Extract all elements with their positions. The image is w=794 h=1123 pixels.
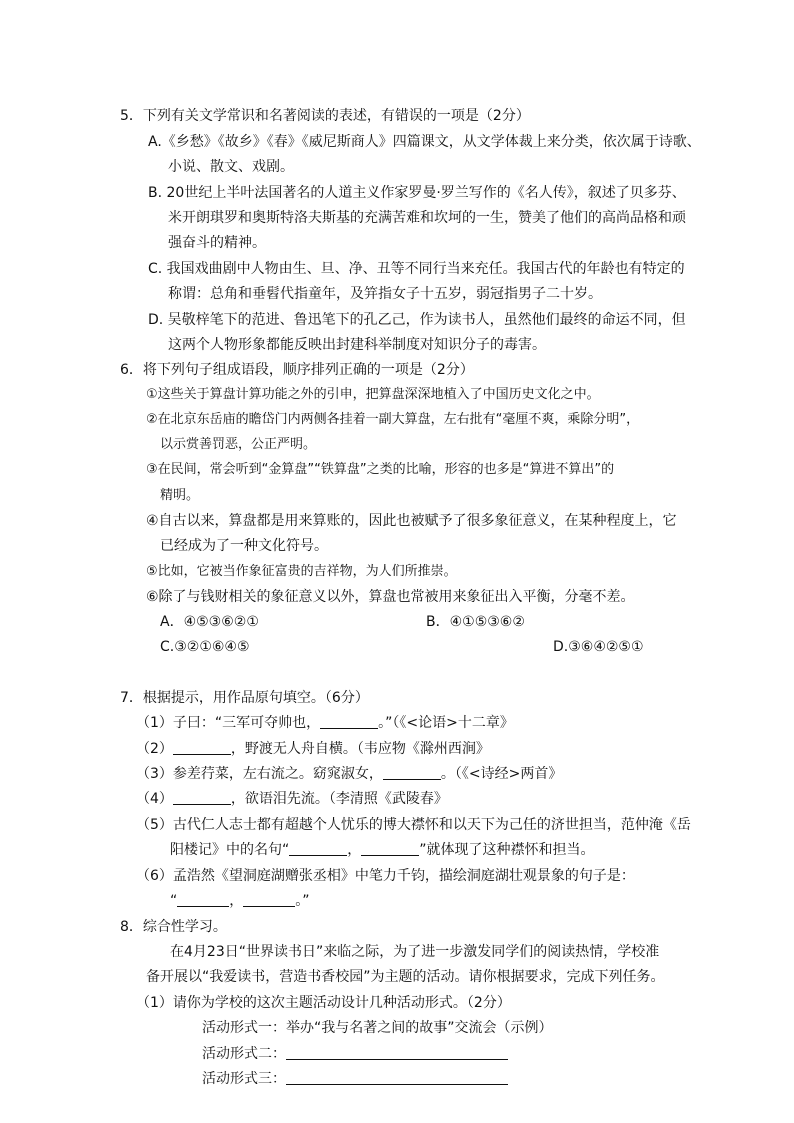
q6-sentence-3-line2: 精明。: [160, 488, 200, 503]
q5-option-c-line1: C. 我国戏曲剧中人物由生、旦、净、丑等不同行当来充任。我国古代的年龄也有特定的: [148, 261, 685, 277]
q8-form-2-label: 活动形式二：: [202, 1046, 286, 1062]
q8-paragraph-line1: 在4月23日“世界读书日”来临之际，为了进一步激发同学们的阅读热情，学校准: [170, 944, 660, 960]
q5-option-a-line2: 小说、散文、戏剧。: [168, 159, 294, 175]
q6-sentence-1: ①这些关于算盘计算功能之外的引申，把算盘深深地植入了中国历史文化之中。: [146, 387, 600, 402]
q8-paragraph-line2: 备开展以“我爱读书，营造书香校园”为主题的活动。请你根据要求，完成下列任务。: [146, 969, 665, 985]
q7-item-3-source: 。（《<诗经>两首》: [440, 766, 563, 782]
q7-item-4-number: （4）: [136, 791, 173, 807]
q7-stem: 7．根据提示，用作品原句填空。（6分）: [120, 690, 369, 706]
q7-item-6-blank-2[interactable]: [243, 892, 295, 907]
q7-item-6-close: 。”: [295, 893, 310, 909]
q6-sentence-4-line1: ④自古以来，算盘都是用来算账的，因此也被赋予了很多象征意义，在某种程度上，它: [146, 513, 677, 529]
q7-item-6-comma: ，: [229, 893, 244, 909]
q7-item-3: [136, 765, 562, 783]
q5-option-b-line1: B. 20世纪上半叶法国著名的人道主义作家罗曼·罗兰写作的《名人传》，叙述了贝多芬、: [148, 185, 686, 201]
q6-sentence-5: ⑤比如，它被当作象征富贵的吉祥物，为人们所推崇。: [146, 564, 457, 579]
q6-option-b: B．④①⑤③⑥②: [426, 614, 525, 630]
q7-item-4: [136, 790, 448, 808]
q8-form-3: [202, 1070, 508, 1088]
q7-item-6-blank-1[interactable]: [177, 892, 229, 907]
q8-task-1: （1）请你为学校的这次主题活动设计几种活动形式。（2分）: [136, 995, 511, 1011]
q7-item-1-blank[interactable]: [320, 714, 378, 729]
q7-item-2-blank[interactable]: [173, 740, 231, 755]
q8-stem: 8．综合性学习。: [120, 919, 227, 935]
q7-item-6-line2: [170, 892, 310, 910]
q7-item-5-tail: ”就体现了这种襟怀和担当。: [419, 842, 595, 858]
q7-item-2: [136, 740, 490, 758]
q7-item-1: [136, 714, 514, 732]
q7-item-5-lead: 阳楼记》中的名句“: [170, 842, 290, 858]
q7-item-5-blank-1[interactable]: [289, 841, 347, 856]
q7-item-6-line1: （6）孟浩然《望洞庭湖赠张丞相》中笔力千钧，描绘洞庭湖壮观景象的句子是：: [136, 868, 635, 884]
q6-sentence-4-line2: 已经成为了一种文化符号。: [160, 538, 328, 554]
q7-item-2-number: （2）: [136, 741, 173, 757]
q7-item-1-text: （1）子曰：“三军可夺帅也，: [136, 715, 321, 731]
q6-stem: 6．将下列句子组成语段，顺序排列正确的一项是（2分）: [120, 362, 474, 378]
q6-sentence-6: ⑥除了与钱财相关的象征意义以外，算盘也常被用来象征出入平衡，分毫不差。: [146, 589, 635, 605]
q7-item-5-line1: （5）古代仁人志士都有超越个人忧乐的博大襟怀和以天下为己任的济世担当，范仲淹《岳: [136, 817, 691, 833]
q7-item-3-blank[interactable]: [383, 765, 441, 780]
q7-item-1-source: 。”（《<论语>十二章》: [378, 715, 514, 731]
q8-form-1: 活动形式一：举办“我与名著之间的故事”交流会（示例）: [202, 1020, 553, 1036]
q5-option-a-line1: A.《乡愁》《故乡》《春》《威尼斯商人》四篇课文，从文学体裁上来分类，依次属于诗歌、: [148, 134, 701, 150]
q7-item-4-blank[interactable]: [173, 790, 231, 805]
q5-option-d-line2: 这两个人物形象都能反映出封建科举制度对知识分子的毒害。: [168, 337, 546, 353]
q7-item-5-line2: [170, 841, 595, 859]
q7-item-4-text: ，欲语泪先流。（李清照《武陵春》: [230, 791, 448, 807]
q5-option-d-line1: D. 吴敬梓笔下的范进、鲁迅笔下的孔乙己，作为读书人，虽然他们最终的命运不同，但: [148, 312, 686, 328]
q6-sentence-2-line2: 以示赏善罚恶，公正严明。: [160, 437, 317, 452]
q5-stem: 5．下列有关文学常识和名著阅读的表述，有错误的一项是（2分）: [120, 108, 530, 124]
q6-sentence-2-line1: ②在北京东岳庙的瞻岱门内两侧各挂着一副大算盘，左右批有“毫厘不爽，乘除分明”，: [146, 412, 640, 427]
q5-option-b-line2: 米开朗琪罗和奥斯特洛夫斯基的充满苦难和坎坷的一生，赞美了他们的高尚品格和顽: [168, 210, 686, 226]
q8-form-3-blank[interactable]: [286, 1070, 508, 1085]
q6-option-c: C.③②①⑥④⑤: [160, 639, 250, 655]
q7-item-3-text: （3）参差荇菜，左右流之。窈窕淑女，: [136, 766, 383, 782]
q5-option-c-line2: 称谓：总角和垂髫代指童年，及笄指女子十五岁，弱冠指男子二十岁。: [168, 286, 602, 302]
q7-item-5-blank-2[interactable]: [361, 841, 419, 856]
q8-form-2-blank[interactable]: [286, 1045, 508, 1060]
q5-option-b-line3: 强奋斗的精神。: [168, 235, 266, 251]
q6-option-a: A．④⑤③⑥②①: [160, 614, 259, 630]
q7-item-6-open-quote: “: [170, 893, 178, 909]
q7-item-2-text: ，野渡无人舟自横。（韦应物《滁州西涧》: [230, 741, 490, 757]
q6-sentence-3-line1: ③在民间，常会听到“金算盘”“铁算盘”之类的比喻，形容的也多是“算进不算出”的: [146, 462, 615, 477]
q8-form-2: [202, 1045, 508, 1063]
q6-option-d: D.③⑥④②⑤①: [553, 639, 644, 655]
q8-form-3-label: 活动形式三：: [202, 1071, 286, 1087]
q7-item-5-comma: ，: [347, 842, 362, 858]
